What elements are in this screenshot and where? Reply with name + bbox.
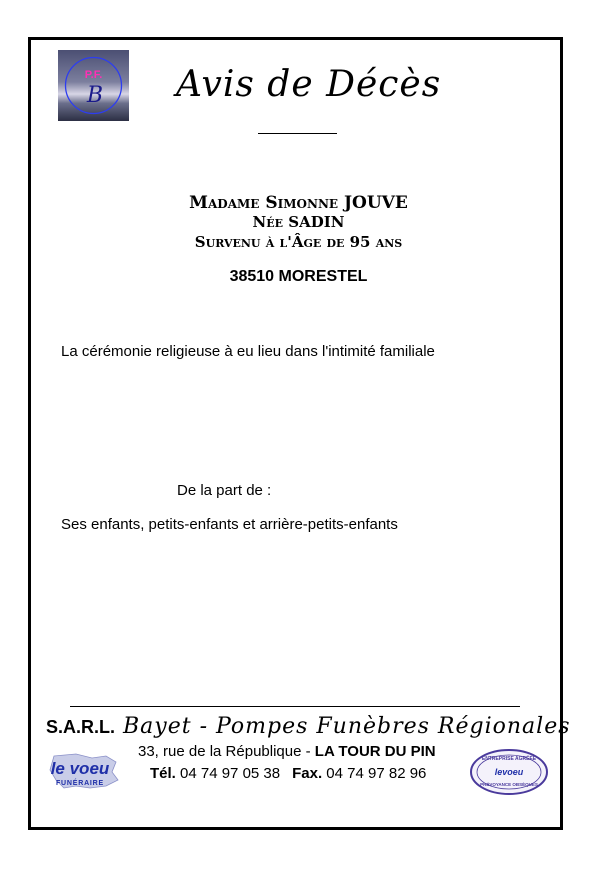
seal-center-text: levoeu: [494, 767, 524, 777]
company-legal-form: S.A.R.L.: [46, 717, 116, 737]
company-line: [46, 714, 571, 739]
tel-number: 04 74 97 05 38: [175, 765, 281, 782]
deceased-name: Madame Simonne JOUVE: [189, 193, 408, 213]
tel-label: Tél.: [150, 765, 176, 782]
company-name: Bayet - Pompes Funèbres Régionales: [123, 714, 571, 739]
company-address: [138, 743, 436, 760]
fax-label: Fax.: [292, 765, 323, 782]
deceased-city: 38510 MORESTEL: [229, 268, 368, 285]
page-border: [28, 37, 563, 830]
fax-number: 04 74 97 82 96: [322, 765, 427, 782]
title-divider: [258, 133, 337, 134]
logo-initials-top: P.F.: [84, 69, 103, 81]
logo-initials-bottom: B: [86, 83, 104, 108]
page-title: Avis de Décès: [176, 64, 442, 105]
address-town: LA TOUR DU PIN: [314, 743, 436, 760]
pf-bayet-logo: [58, 50, 129, 121]
address-street: 33, rue de la République -: [138, 743, 315, 760]
seal-top-text: ENTREPRISE AGRÉÉE: [481, 756, 537, 762]
voeu-logo-subtext: FUNÉRAIRE: [55, 780, 105, 787]
seal-bottom-text: PRÉVOYANCE OBSÈQUES: [480, 782, 538, 787]
company-phones: [150, 765, 426, 782]
deceased-birth-name: Née SADIN: [252, 213, 345, 231]
ceremony-text: La cérémonie religieuse à eu lieu dans l'intimité familiale: [61, 343, 435, 360]
family-text: Ses enfants, petits-enfants et arrière-petits-enfants: [61, 516, 398, 533]
voeu-logo-text: le voeu: [50, 759, 110, 778]
from-label: De la part de :: [177, 482, 272, 499]
approved-company-seal: [469, 748, 549, 796]
le-voeu-funeraire-logo: [46, 752, 132, 790]
deceased-age: Survenu à l'Âge de 95 ans: [194, 233, 403, 251]
footer-divider: [70, 706, 520, 707]
